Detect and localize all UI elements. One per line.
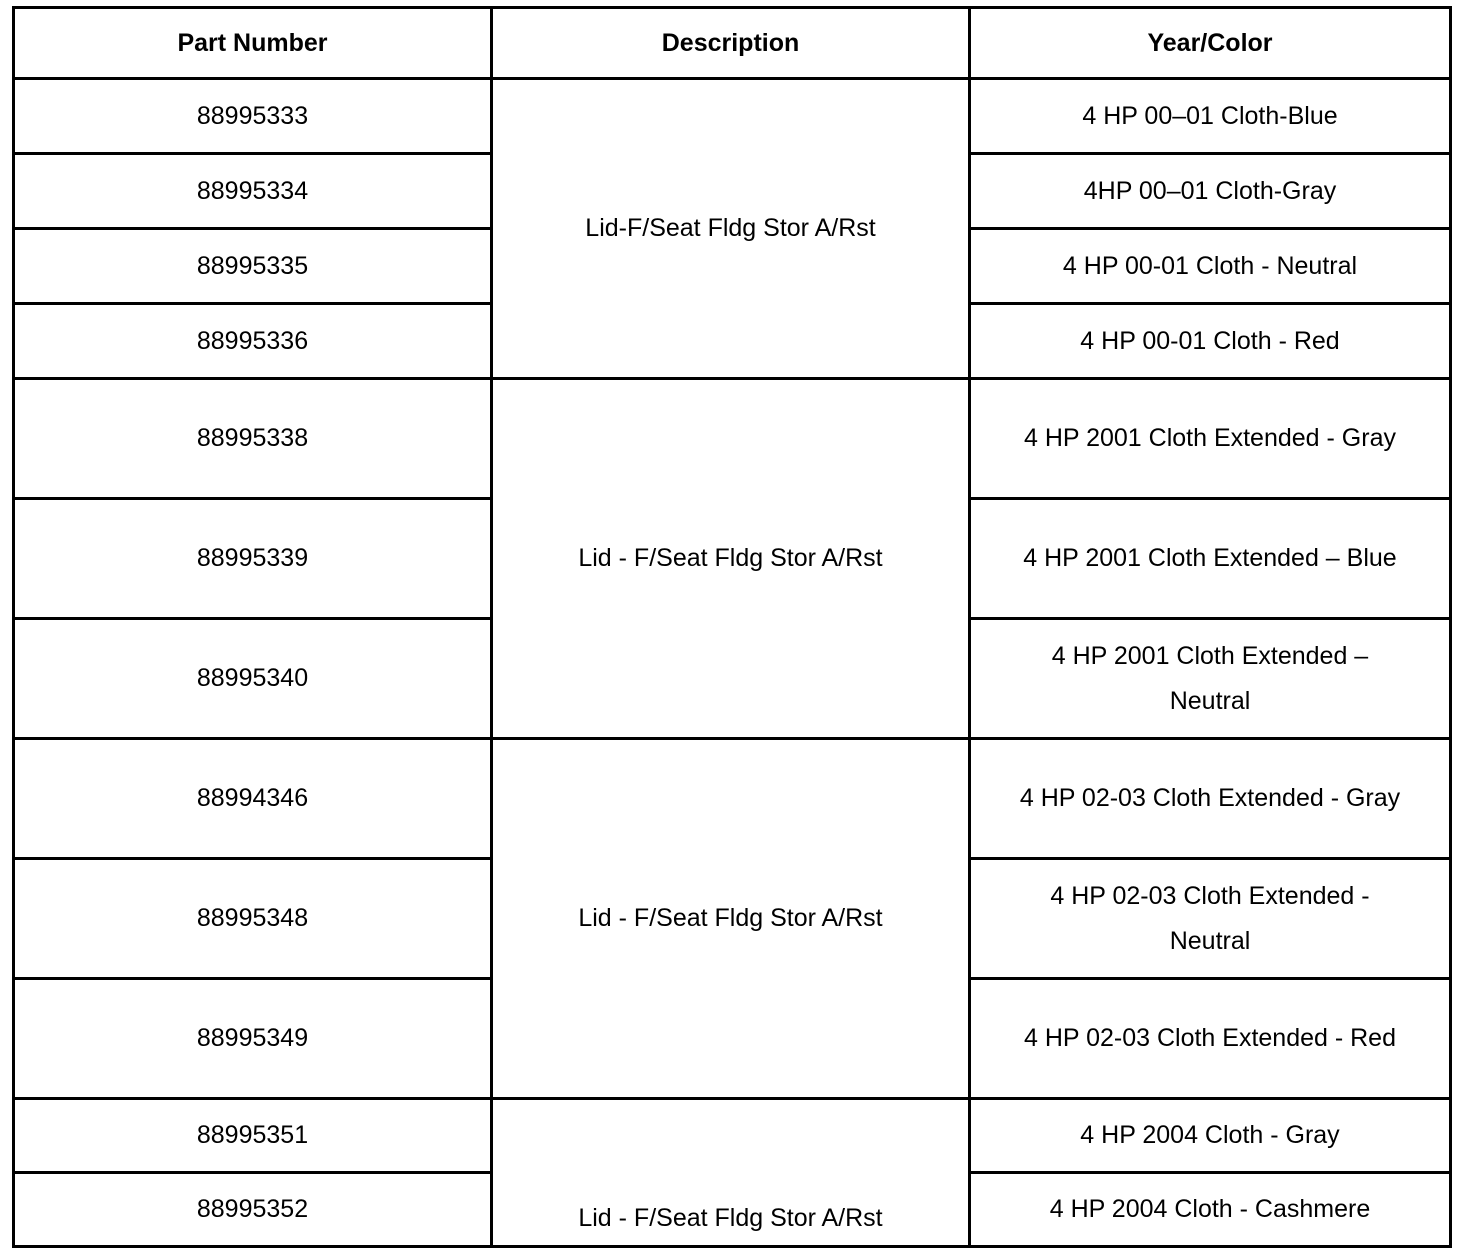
header-description: Description (492, 8, 970, 79)
header-part-number: Part Number (14, 8, 492, 79)
year-color-cell: 4 HP 2001 Cloth Extended – Blue (970, 499, 1451, 619)
description-cell: Lid-F/Seat Fldg Stor A/Rst (492, 79, 970, 379)
part-number-cell: 88995348 (14, 859, 492, 979)
part-number-cell: 88995336 (14, 304, 492, 379)
year-color-cell: 4 HP 02-03 Cloth Extended - Neutral (970, 859, 1451, 979)
header-year-color: Year/Color (970, 8, 1451, 79)
year-color-cell: 4 HP 2001 Cloth Extended – Neutral (970, 619, 1451, 739)
part-number-cell: 88995335 (14, 229, 492, 304)
year-color-cell: 4HP 00–01 Cloth-Gray (970, 154, 1451, 229)
part-number-cell: 88995339 (14, 499, 492, 619)
part-number-cell: 88995333 (14, 79, 492, 154)
table-row (14, 1099, 1451, 1173)
year-color-cell: 4 HP 02-03 Cloth Extended - Red (970, 979, 1451, 1099)
table-row (14, 79, 1451, 154)
year-color-cell: 4 HP 2004 Cloth - Gray (970, 1099, 1451, 1173)
description-cell: Lid - F/Seat Fldg Stor A/Rst (492, 739, 970, 1099)
description-cell: Lid - F/Seat Fldg Stor A/Rst (492, 379, 970, 739)
year-color-cell: 4 HP 2004 Cloth - Cashmere (970, 1173, 1451, 1247)
parts-table (12, 6, 1452, 1248)
part-number-cell: 88995334 (14, 154, 492, 229)
year-color-cell: 4 HP 02-03 Cloth Extended - Gray (970, 739, 1451, 859)
year-color-cell: 4 HP 00-01 Cloth - Red (970, 304, 1451, 379)
part-number-cell: 88995349 (14, 979, 492, 1099)
table-row (14, 379, 1451, 499)
description-cell: Lid - F/Seat Fldg Stor A/Rst (492, 1099, 970, 1247)
year-color-cell: 4 HP 00-01 Cloth - Neutral (970, 229, 1451, 304)
part-number-cell: 88995351 (14, 1099, 492, 1173)
part-number-cell: 88995338 (14, 379, 492, 499)
year-color-cell: 4 HP 2001 Cloth Extended - Gray (970, 379, 1451, 499)
header-row (14, 8, 1451, 79)
year-color-cell: 4 HP 00–01 Cloth-Blue (970, 79, 1451, 154)
part-number-cell: 88995340 (14, 619, 492, 739)
table-row (14, 739, 1451, 859)
part-number-cell: 88994346 (14, 739, 492, 859)
part-number-cell: 88995352 (14, 1173, 492, 1247)
